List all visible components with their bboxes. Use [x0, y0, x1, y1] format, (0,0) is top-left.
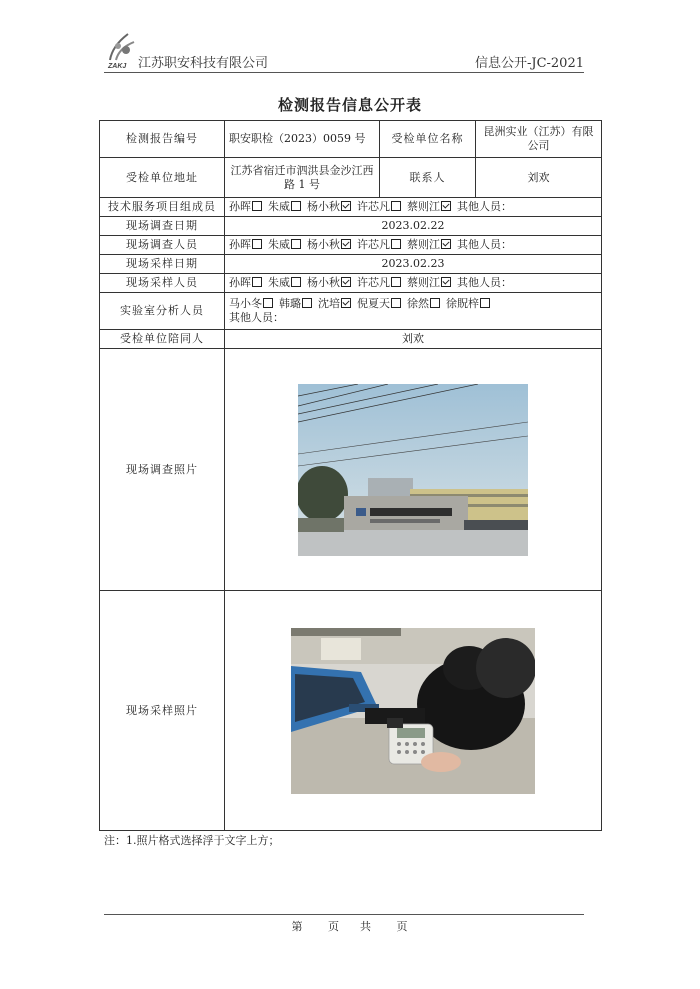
footnote: 注：1.照片格式选择浮于文字上方； — [104, 834, 280, 847]
sampling-staff-label: 现场采样人员 — [100, 274, 225, 293]
option-name: 孙晖 — [229, 238, 251, 251]
sampling-photo-label: 现场采样照片 — [100, 591, 225, 831]
option-name: 蔡则江 — [407, 238, 440, 251]
option-item — [268, 276, 301, 289]
option-name: 许芯凡 — [357, 276, 390, 289]
option-name: 杨小秋 — [307, 200, 340, 213]
escort-value: 刘欢 — [225, 330, 602, 349]
empty-checkbox-icon[interactable] — [291, 201, 301, 211]
client-address-label: 受检单位地址 — [100, 158, 225, 198]
company-name: 江苏职安科技有限公司 — [138, 56, 269, 71]
survey-photo-cell — [225, 349, 602, 591]
option-name: 朱威 — [268, 238, 290, 251]
empty-checkbox-icon[interactable] — [430, 298, 440, 308]
table-row — [100, 293, 602, 330]
tech-team-options — [225, 198, 602, 217]
empty-checkbox-icon[interactable] — [302, 298, 312, 308]
checked-checkbox-icon[interactable] — [341, 277, 351, 287]
table-row — [100, 274, 602, 293]
option-name: 许芯凡 — [357, 200, 390, 213]
table-row — [100, 330, 602, 349]
option-name: 韩璐 — [279, 297, 301, 310]
option-name: 徐然 — [407, 297, 429, 310]
option-item — [307, 276, 351, 289]
empty-checkbox-icon[interactable] — [291, 239, 301, 249]
option-item — [407, 276, 451, 289]
lab-staff-label: 实验室分析人员 — [100, 293, 225, 330]
option-name: 朱威 — [268, 276, 290, 289]
option-name: 杨小秋 — [307, 238, 340, 251]
info-table — [99, 120, 602, 831]
option-item — [229, 276, 262, 289]
sampling-staff-options — [225, 274, 602, 293]
lab-staff-options — [225, 293, 602, 330]
option-name: 许芯凡 — [357, 238, 390, 251]
option-item — [307, 200, 351, 213]
table-row — [100, 217, 602, 236]
footer-gong: 共 — [360, 920, 372, 933]
contact-label: 联系人 — [380, 158, 476, 198]
footer-ye: 页 — [328, 920, 340, 933]
survey-date-value: 2023.02.22 — [225, 217, 602, 236]
option-item — [229, 238, 262, 251]
empty-checkbox-icon[interactable] — [263, 298, 273, 308]
option-name: 朱威 — [268, 200, 290, 213]
client-address-value: 江苏省宿迁市泗洪县金沙江西路 1 号 — [225, 158, 380, 198]
checked-checkbox-icon[interactable] — [441, 201, 451, 211]
sampling-date-value: 2023.02.23 — [225, 255, 602, 274]
checked-checkbox-icon[interactable] — [341, 239, 351, 249]
option-item — [357, 297, 401, 310]
survey-staff-label: 现场调查人员 — [100, 236, 225, 255]
option-item — [357, 200, 401, 213]
contact-value: 刘欢 — [476, 158, 602, 198]
client-name-value: 昆洲实业（江苏）有限公司 — [476, 121, 602, 158]
option-item — [307, 238, 351, 251]
table-row — [100, 591, 602, 831]
checked-checkbox-icon[interactable] — [441, 277, 451, 287]
client-name-label: 受检单位名称 — [380, 121, 476, 158]
survey-photo — [298, 384, 528, 556]
option-name: 蔡则江 — [407, 276, 440, 289]
empty-checkbox-icon[interactable] — [391, 298, 401, 308]
header-divider — [104, 72, 584, 73]
table-row — [100, 121, 602, 158]
option-name: 蔡则江 — [407, 200, 440, 213]
option-name: 孙晖 — [229, 276, 251, 289]
option-item — [446, 297, 490, 310]
option-item — [407, 200, 451, 213]
empty-checkbox-icon[interactable] — [391, 277, 401, 287]
option-item — [268, 200, 301, 213]
option-name: 马小冬 — [229, 297, 262, 310]
other-staff-label: 其他人员： — [457, 200, 512, 213]
page-header — [104, 30, 584, 72]
table-row — [100, 198, 602, 217]
empty-checkbox-icon[interactable] — [252, 239, 262, 249]
survey-staff-options — [225, 236, 602, 255]
report-no-label: 检测报告编号 — [100, 121, 225, 158]
option-name: 徐貺梓 — [446, 297, 479, 310]
document-code: 信息公开-JC-2021 — [474, 56, 584, 71]
option-name: 倪夏天 — [357, 297, 390, 310]
option-item — [229, 200, 262, 213]
page-footer — [0, 918, 700, 934]
option-item — [229, 297, 273, 310]
footer-page: 第 — [291, 920, 304, 933]
checked-checkbox-icon[interactable] — [441, 239, 451, 249]
tech-team-label: 技术服务项目组成员 — [100, 198, 225, 217]
option-item — [357, 238, 401, 251]
table-row — [100, 236, 602, 255]
option-item — [407, 297, 440, 310]
survey-photo-label: 现场调查照片 — [100, 349, 225, 591]
option-item — [407, 238, 451, 251]
option-name: 孙晖 — [229, 200, 251, 213]
checked-checkbox-icon[interactable] — [341, 298, 351, 308]
option-item — [357, 276, 401, 289]
sampling-photo — [291, 628, 535, 794]
other-staff-label: 其他人员： — [229, 311, 284, 324]
company-logo-icon — [104, 30, 140, 70]
checked-checkbox-icon[interactable] — [341, 201, 351, 211]
option-name: 杨小秋 — [307, 276, 340, 289]
option-item — [318, 297, 351, 310]
escort-label: 受检单位陪同人 — [100, 330, 225, 349]
other-staff-label: 其他人员： — [457, 276, 512, 289]
other-staff-label: 其他人员： — [457, 238, 512, 251]
table-row — [100, 158, 602, 198]
empty-checkbox-icon[interactable] — [391, 239, 401, 249]
empty-checkbox-icon[interactable] — [480, 298, 490, 308]
option-item — [279, 297, 312, 310]
table-row — [100, 255, 602, 274]
survey-date-label: 现场调查日期 — [100, 217, 225, 236]
empty-checkbox-icon[interactable] — [252, 201, 262, 211]
table-row — [100, 349, 602, 591]
logo-text: ZAKJ — [108, 63, 127, 70]
report-no-value: 职安职检（2023）0059 号 — [225, 121, 380, 158]
sampling-photo-cell — [225, 591, 602, 831]
empty-checkbox-icon[interactable] — [391, 201, 401, 211]
footer-divider — [104, 914, 584, 915]
option-item — [268, 238, 301, 251]
empty-checkbox-icon[interactable] — [291, 277, 301, 287]
empty-checkbox-icon[interactable] — [252, 277, 262, 287]
page-title: 检测报告信息公开表 — [277, 96, 422, 114]
option-name: 沈培 — [318, 297, 340, 310]
footer-ye2: 页 — [396, 920, 409, 933]
sampling-date-label: 现场采样日期 — [100, 255, 225, 274]
